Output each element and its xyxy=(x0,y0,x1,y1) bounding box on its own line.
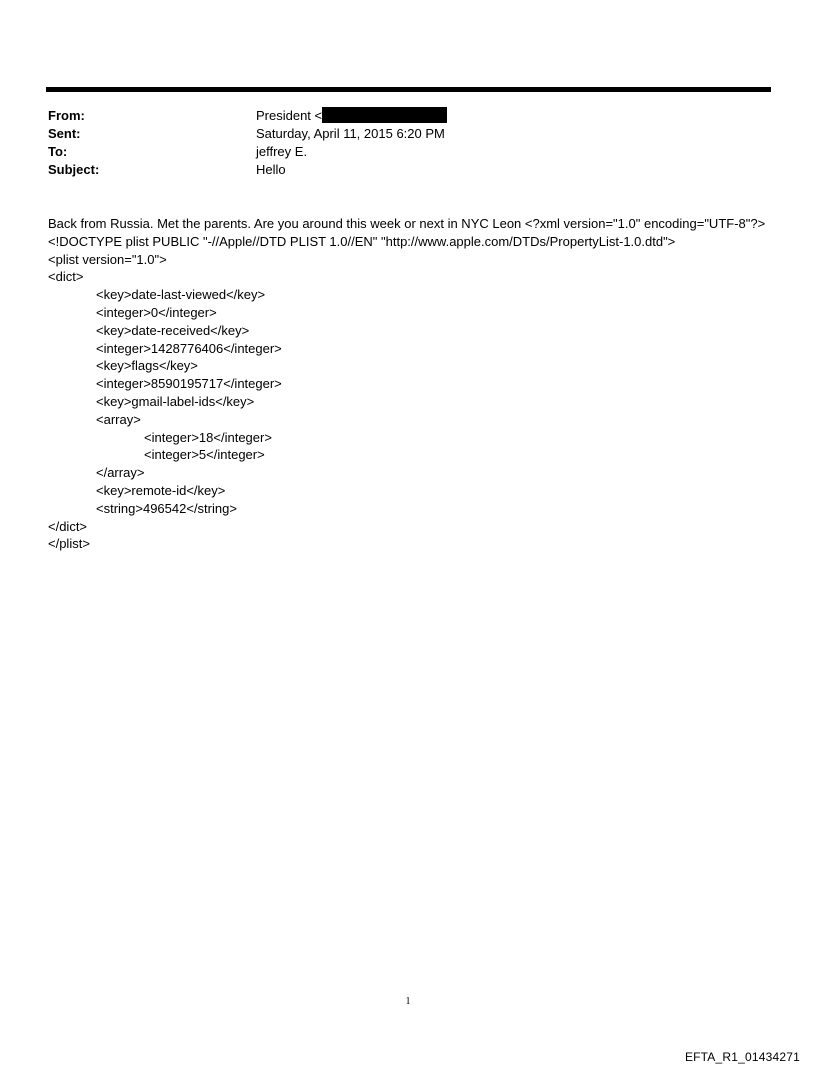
body-line: <integer>0</integer> xyxy=(96,304,217,320)
body-line: <key>remote-id</key> xyxy=(96,482,226,498)
body-line: <key>date-received</key> xyxy=(96,322,250,338)
to-label: To: xyxy=(48,144,68,159)
body-line: <plist version="1.0"> xyxy=(48,251,167,267)
from-text: President < xyxy=(256,108,323,123)
body-line: <array> xyxy=(96,411,141,427)
body-line: <key>flags</key> xyxy=(96,358,198,374)
email-body xyxy=(48,215,778,553)
document-id: EFTA_R1_01434271 xyxy=(684,1050,800,1064)
from-value xyxy=(256,107,447,125)
body-line: <string>496542</string> xyxy=(96,500,237,516)
from-label: From: xyxy=(48,108,85,123)
body-line: <dict> xyxy=(48,269,84,285)
sent-label: Sent: xyxy=(48,126,81,141)
redaction-box xyxy=(322,107,447,123)
body-line: <integer>18</integer> xyxy=(144,429,272,445)
body-line: <key>date-last-viewed</key> xyxy=(96,287,266,303)
to-value: jeffrey E. xyxy=(256,144,308,159)
page-number: 1 xyxy=(405,996,411,1007)
body-line: <key>gmail-label-ids</key> xyxy=(96,393,255,409)
subject-value: Hello xyxy=(256,162,286,177)
body-line: <integer>5</integer> xyxy=(144,447,265,463)
body-line: </plist> xyxy=(48,536,90,552)
body-line: <integer>8590195717</integer> xyxy=(96,376,282,392)
body-line: </array> xyxy=(96,465,145,481)
sent-value: Saturday, April 11, 2015 6:20 PM xyxy=(256,126,445,141)
header-divider xyxy=(46,87,771,92)
subject-label: Subject: xyxy=(48,162,100,177)
body-line: <integer>1428776406</integer> xyxy=(96,340,282,356)
body-line: </dict> xyxy=(48,518,88,534)
body-intro: Back from Russia. Met the parents. Are you around this week or next in NYC Leon <?xml version="1.0" encoding="UTF-8"?> <!DOCTYPE plist PUBLIC "-//Apple//DTD PLIST 1.0//EN" "http://www.apple.com/DTDs/PropertyList-1.0.dtd"> xyxy=(48,216,766,249)
